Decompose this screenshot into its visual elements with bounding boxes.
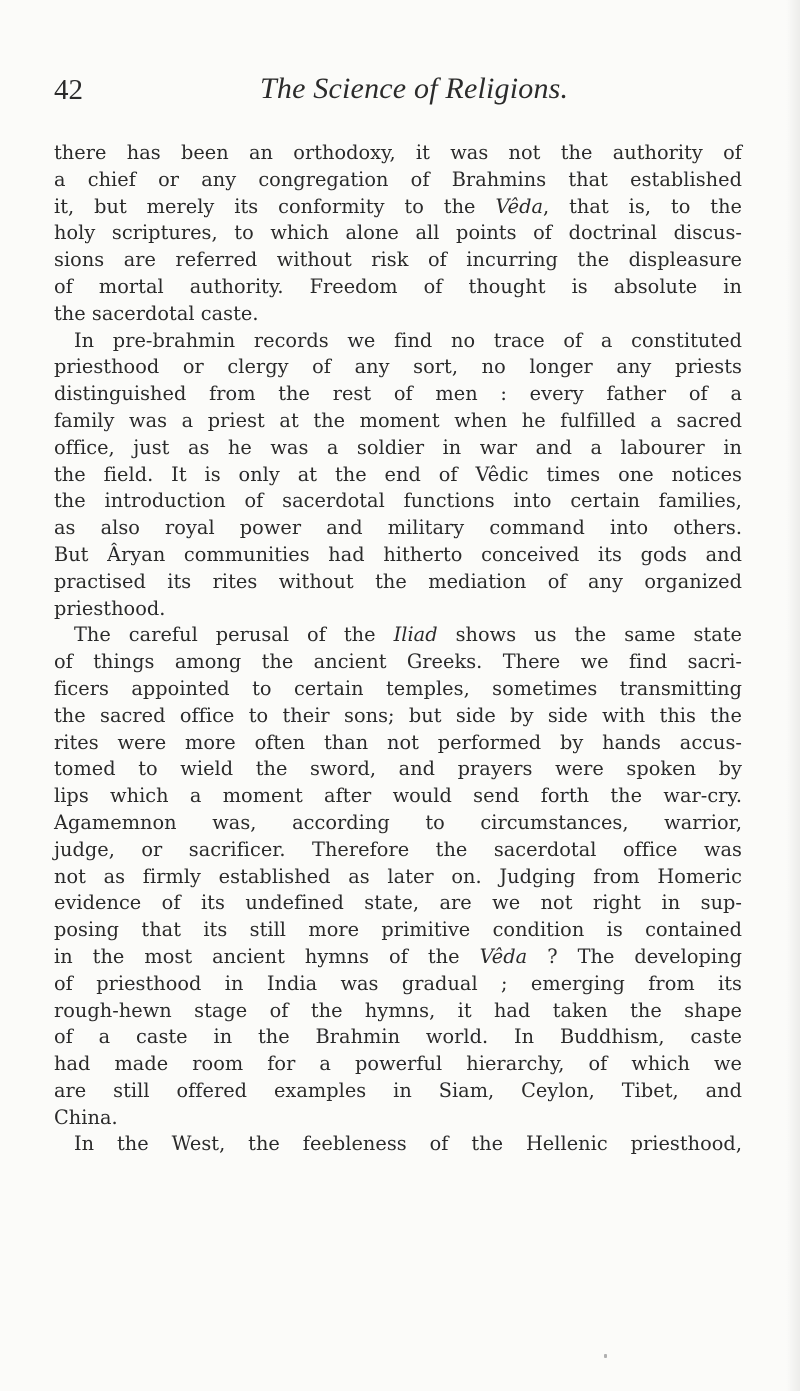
text-line: it, but merely its conformity to the Vêda, that is, to the [54,194,743,218]
text-line: as also royal power and military command into others. [54,516,742,540]
text-line: are still offered examples in Siam, Ceylon, Tibet, and [54,1078,742,1102]
body-text [54,140,742,1158]
text-line: sions are referred without risk of incurring the displeasure [54,248,742,272]
text-line: posing that its still more primitive condition is contained [54,918,742,942]
text-line: the sacred office to their sons; but side by side with this the [54,703,742,727]
text-line: of things among the ancient Greeks. There we find sacri- [54,650,742,674]
paper-speck [604,1354,607,1358]
text-line: tomed to wield the sword, and prayers were spoken by [54,757,742,781]
page-edge-shadow [786,0,800,1391]
text-line: In the West, the feebleness of the Hellenic priesthood, [74,1132,742,1156]
text-line: judge, or sacrificer. Therefore the sacerdotal office was [54,837,742,861]
text-line: the introduction of sacerdotal functions into certain families, [54,489,742,513]
text-line: of priesthood in India was gradual ; emerging from its [54,971,742,995]
text-line: of mortal authority. Freedom of thought is absolute in [54,274,742,298]
text-line: there has been an orthodoxy, it was not the authority of [54,141,742,164]
text-line: a chief or any congregation of Brahmins that established [54,167,742,191]
text-line: But Âryan communities had hitherto conceived its gods and [54,542,742,566]
text-line: the field. It is only at the end of Vêdic times one notices [54,462,742,486]
text-line: not as firmly established as later on. Judging from Homeric [54,864,742,888]
text-line: Agamemnon was, according to circumstances, warrior, [54,810,742,834]
running-head: The Science of Religions. [260,72,569,105]
text-line: priesthood. [54,596,166,620]
text-line: practised its rites without the mediation of any organized [54,569,742,593]
text-line: rough-hewn stage of the hymns, it had taken the shape [54,998,742,1022]
text-line: ficers appointed to certain temples, sometimes transmitting [54,676,742,700]
text-line: rites were more often than not performed by hands accus- [54,730,742,754]
text-line: priesthood or clergy of any sort, no longer any priests [54,355,742,379]
text-line: holy scriptures, to which alone all points of doctrinal discus- [54,221,742,245]
text-line: The careful perusal of the Iliad shows us the same state [74,623,743,647]
text-line: lips which a moment after would send forth the war-cry. [54,784,742,808]
text-line: family was a priest at the moment when he fulfilled a sacred [54,408,742,432]
text-line: evidence of its undefined state, are we not right in sup- [54,891,742,915]
text-line: in the most ancient hymns of the Vêda ? The developing [54,944,742,968]
text-line: office, just as he was a soldier in war and a labourer in [54,435,742,459]
text-line: In pre-brahmin records we find no trace of a constituted [74,328,742,352]
text-line: had made room for a powerful hierarchy, of which we [54,1052,742,1076]
text-line: the sacerdotal caste. [54,301,259,325]
text-line: of a caste in the Brahmin world. In Buddhism, caste [54,1025,742,1049]
text-line: China. [54,1105,118,1129]
page-header [54,72,734,112]
text-line: distinguished from the rest of men : every father of a [54,382,742,406]
page-number: 42 [54,74,83,106]
